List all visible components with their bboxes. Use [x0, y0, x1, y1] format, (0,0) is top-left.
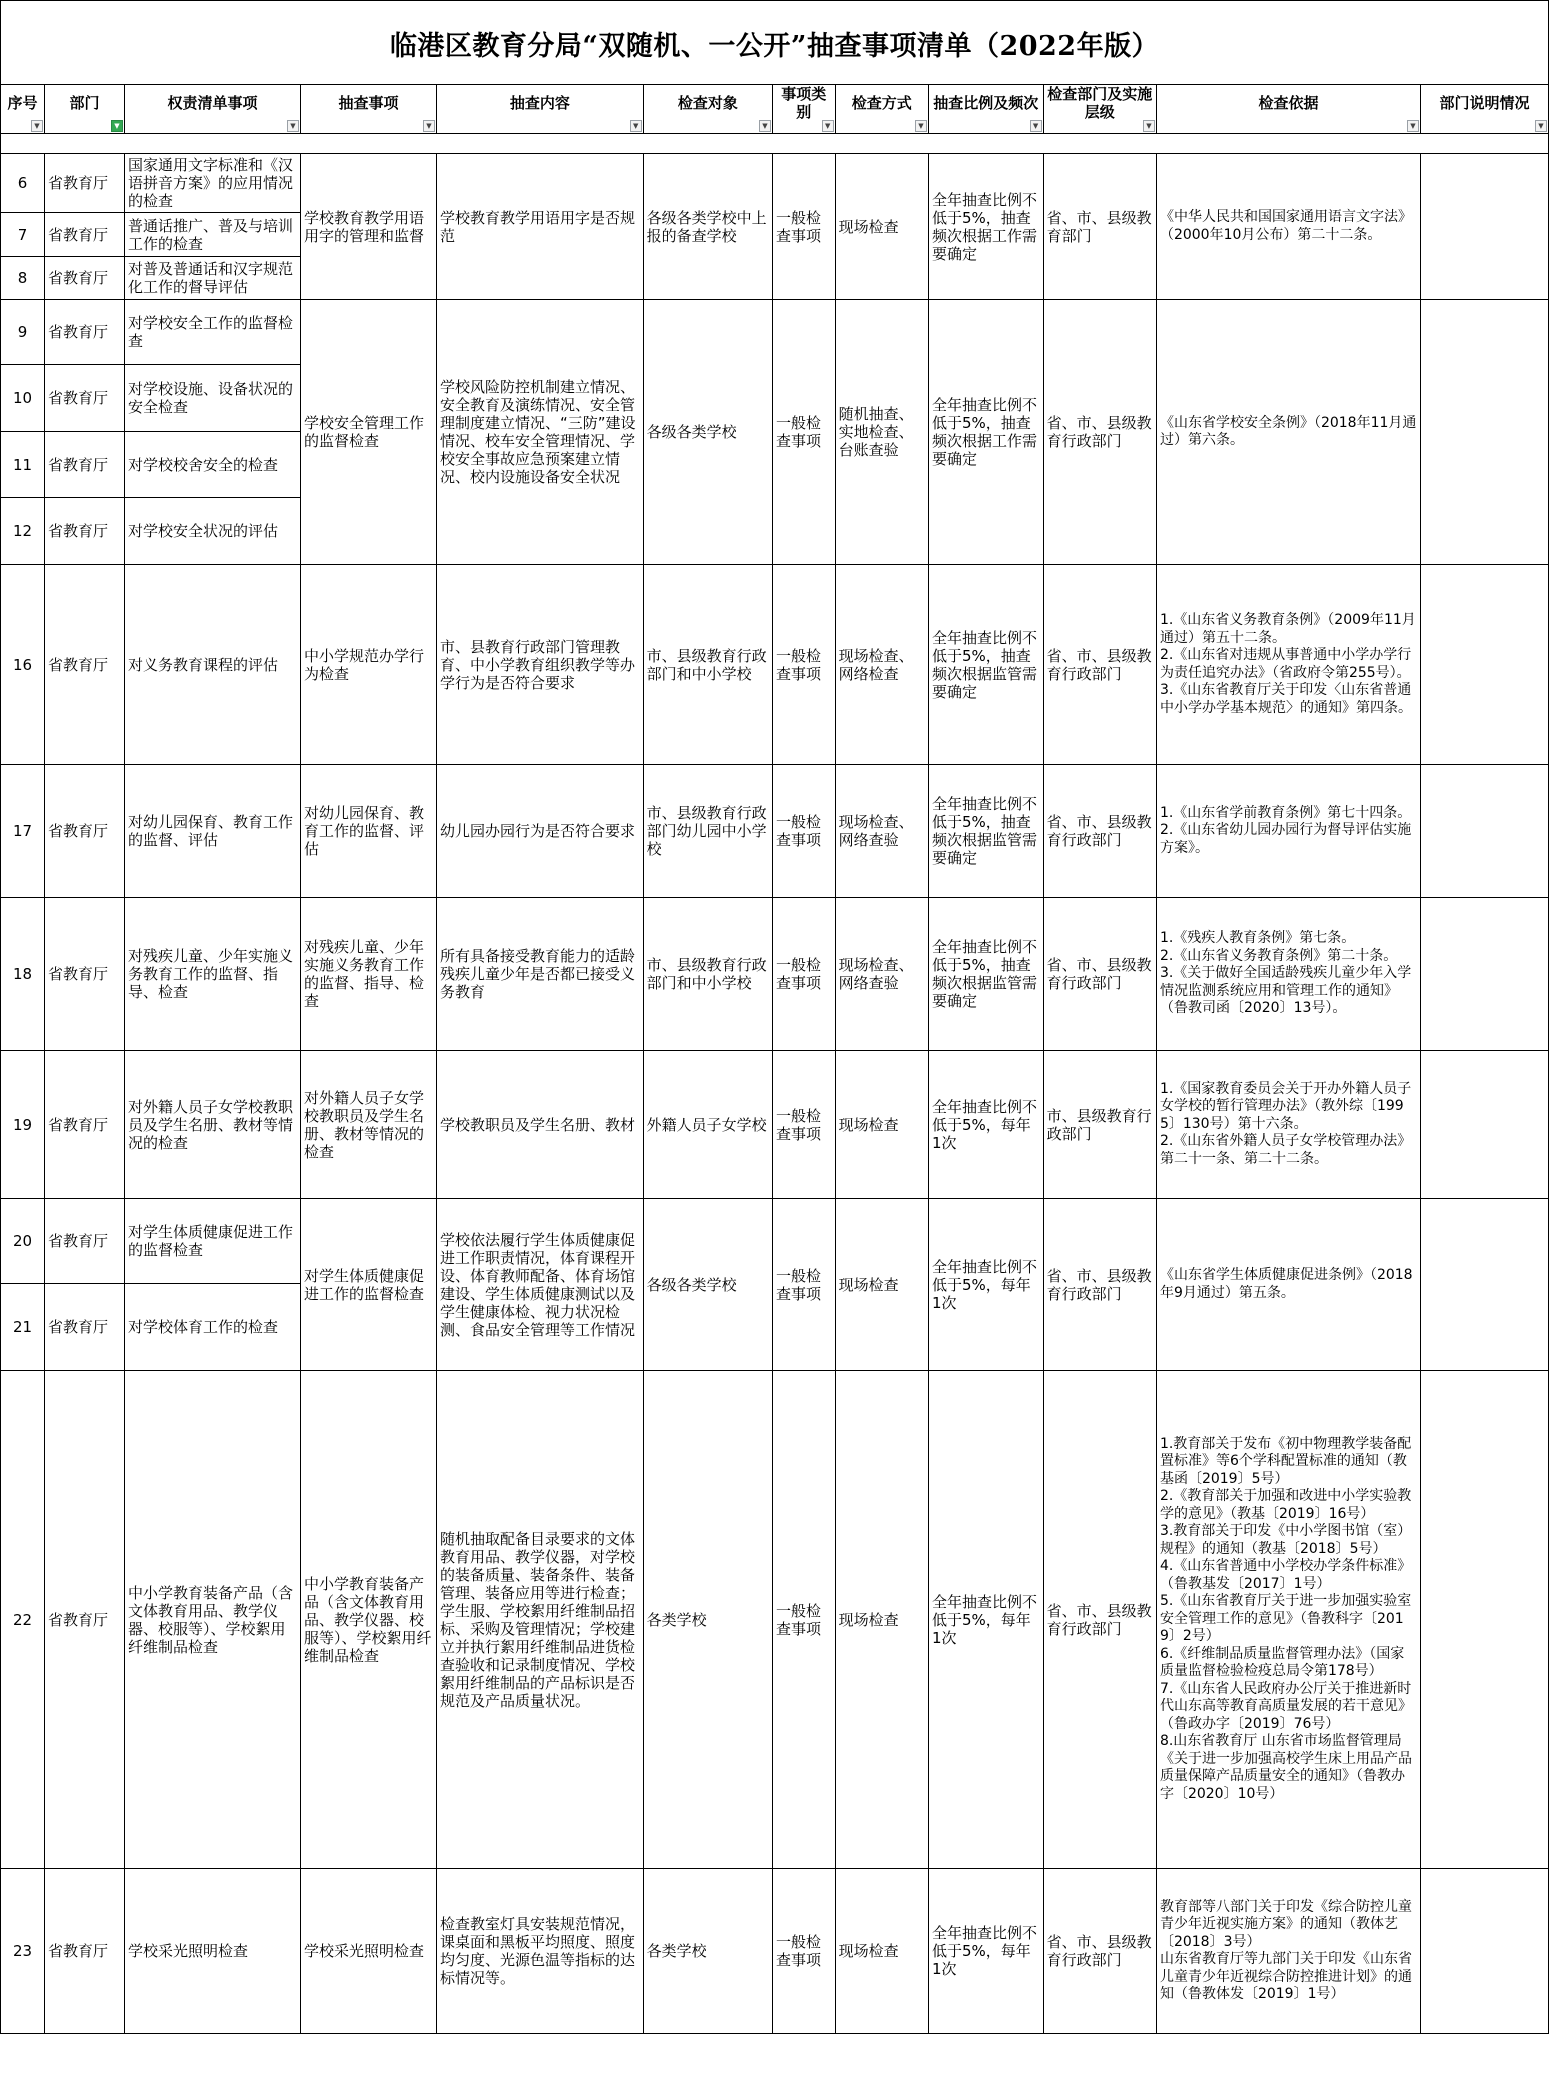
- cell-target[interactable]: 各类学校: [643, 1371, 772, 1869]
- cell-item[interactable]: 学校安全管理工作的监督检查: [301, 300, 437, 565]
- cell-duty[interactable]: 对幼儿园保育、教育工作的监督、评估: [125, 765, 301, 898]
- cell-ratio[interactable]: 全年抽查比例不低于5%，抽查频次根据工作需要确定: [928, 154, 1043, 300]
- cell-org[interactable]: 省、市、县级教育行政部门: [1043, 898, 1156, 1051]
- cell-target[interactable]: 各类学校: [643, 1869, 772, 2034]
- header-row-continued: [1, 134, 1549, 154]
- header-duty[interactable]: 权责清单事项 ▼: [125, 85, 301, 134]
- cell-seq[interactable]: 12: [1, 498, 45, 565]
- table-row[interactable]: [1, 898, 1549, 1051]
- cell-dept[interactable]: 省教育厅: [45, 1869, 125, 2034]
- basis-line: 2.《教育部关于加强和改进中小学实验教学的意见》（教基〔2019〕16号）: [1159, 1488, 1412, 1522]
- dropdown-arrow-icon[interactable]: ▼: [630, 120, 642, 132]
- basis-line: 2.《山东省幼儿园办园行为督导评估实施方案》。: [1159, 822, 1412, 856]
- cell-dept[interactable]: 省教育厅: [45, 213, 125, 257]
- cell-item[interactable]: 对学生体质健康促进工作的监督检查: [301, 1199, 437, 1371]
- table-row[interactable]: [1, 1371, 1549, 1869]
- basis-line: 山东省教育厅等九部门关于印发《山东省儿童青少年近视综合防控推进计划》的通知（鲁教体发〔2019〕1号）: [1159, 1951, 1412, 2002]
- sheet-title-row: [0, 0, 1549, 85]
- cell-basis[interactable]: [1156, 1051, 1420, 1199]
- cell-duty[interactable]: 对义务教育课程的评估: [125, 565, 301, 765]
- cell-basis[interactable]: [1156, 1869, 1420, 2034]
- cell-duty[interactable]: 中小学教育装备产品（含文体教育用品、教学仪器、校服等）、学校絮用纤维制品检查: [125, 1371, 301, 1869]
- cell-note[interactable]: [1420, 565, 1548, 765]
- cell-ratio[interactable]: 全年抽查比例不低于5%，每年1次: [928, 1371, 1043, 1869]
- header-item[interactable]: 抽查事项 ▼: [301, 85, 437, 134]
- cell-dept[interactable]: 省教育厅: [45, 498, 125, 565]
- basis-line: 8.山东省教育厅 山东省市场监督管理局《关于进一步加强高校学生床上用品产品质量保障产品质量安全的通知》（鲁教办字〔2020〕10号）: [1159, 1733, 1412, 1802]
- cell-basis[interactable]: [1156, 1371, 1420, 1869]
- cell-content[interactable]: 检查教室灯具安装规范情况，课桌面和黑板平均照度、照度均匀度、光源色温等指标的达标情况等。: [437, 1869, 644, 2034]
- basis-line: 1.《残疾人教育条例》第七条。: [1159, 930, 1356, 947]
- cell-dept[interactable]: 省教育厅: [45, 898, 125, 1051]
- cell-seq[interactable]: 17: [1, 765, 45, 898]
- cell-content[interactable]: 所有具备接受教育能力的适龄残疾儿童少年是否都已接受义务教育: [437, 898, 644, 1051]
- cell-dept[interactable]: 省教育厅: [45, 1051, 125, 1199]
- basis-line: 3.《山东省教育厅关于印发〈山东省普通中小学办学基本规范〉的通知》第四条。: [1159, 682, 1412, 716]
- basis-line: 6.《纤维制品质量监督管理办法》（国家质量监督检验检疫总局令第178号）: [1159, 1645, 1405, 1680]
- cell-duty[interactable]: 对学校安全工作的监督检查: [125, 300, 301, 365]
- cell-ratio[interactable]: 全年抽查比例不低于5%，每年1次: [928, 1199, 1043, 1371]
- cell-type[interactable]: 一般检查事项: [772, 898, 835, 1051]
- cell-basis[interactable]: 《中华人民共和国国家通用语言文字法》（2000年10月公布）第二十二条。: [1156, 154, 1420, 300]
- basis-line: 5.《山东省教育厅关于进一步加强实验室安全管理工作的意见》（鲁教科字〔2019〕2号）: [1159, 1593, 1412, 1645]
- dropdown-arrow-icon[interactable]: ▼: [1143, 120, 1155, 132]
- cell-method[interactable]: 现场检查、网络查验: [835, 898, 928, 1051]
- cell-ratio[interactable]: 全年抽查比例不低于5%，抽查频次根据监管需要确定: [928, 765, 1043, 898]
- header-target[interactable]: 检查对象 ▼: [643, 85, 772, 134]
- table-row[interactable]: [1, 765, 1549, 898]
- cell-ratio[interactable]: 全年抽查比例不低于5%，每年1次: [928, 1051, 1043, 1199]
- dropdown-arrow-icon[interactable]: ▼: [1030, 120, 1042, 132]
- cell-seq[interactable]: 11: [1, 432, 45, 498]
- basis-line: 2.《山东省外籍人员子女学校管理办法》第二十一条、第二十二条。: [1159, 1133, 1412, 1167]
- header-method[interactable]: 检查方式 ▼: [835, 85, 928, 134]
- dropdown-arrow-icon[interactable]: ▼: [31, 120, 43, 132]
- cell-item[interactable]: 对外籍人员子女学校教职员及学生名册、教材等情况的检查: [301, 1051, 437, 1199]
- cell-content[interactable]: 学校教职员及学生名册、教材: [437, 1051, 644, 1199]
- cell-duty[interactable]: 对学校安全状况的评估: [125, 498, 301, 565]
- cell-duty[interactable]: 对学校设施、设备状况的安全检查: [125, 365, 301, 432]
- header-row: [1, 85, 1549, 134]
- dropdown-arrow-icon[interactable]: ▼: [1407, 120, 1419, 132]
- table-row[interactable]: [1, 1199, 1549, 1284]
- cell-note[interactable]: [1420, 300, 1548, 565]
- cell-seq[interactable]: 19: [1, 1051, 45, 1199]
- cell-item[interactable]: 学校教育教学用语用字的管理和监督: [301, 154, 437, 300]
- cell-note[interactable]: [1420, 1869, 1548, 2034]
- cell-target[interactable]: 各级各类学校: [643, 1199, 772, 1371]
- cell-seq[interactable]: 21: [1, 1284, 45, 1371]
- cell-seq[interactable]: 10: [1, 365, 45, 432]
- cell-dept[interactable]: 省教育厅: [45, 1371, 125, 1869]
- table-row[interactable]: [1, 300, 1549, 365]
- cell-org[interactable]: 省、市、县级教育行政部门: [1043, 1869, 1156, 2034]
- basis-line: 7.《山东省人民政府办公厅关于推进新时代山东高等教育高质量发展的若干意见》（鲁政办字〔2019〕76号）: [1159, 1680, 1412, 1732]
- cell-dept[interactable]: 省教育厅: [45, 154, 125, 213]
- inspection-table: [0, 84, 1549, 2034]
- cell-duty[interactable]: 国家通用文字标准和《汉语拼音方案》的应用情况的检查: [125, 154, 301, 213]
- cell-method[interactable]: 现场检查: [835, 1051, 928, 1199]
- cell-duty[interactable]: 对学生体质健康促进工作的监督检查: [125, 1199, 301, 1284]
- basis-line: 1.《山东省学前教育条例》第七十四条。: [1159, 804, 1412, 821]
- dropdown-arrow-icon[interactable]: ▼: [287, 120, 299, 132]
- header-dept[interactable]: 部门 ▼: [45, 85, 125, 134]
- table-row[interactable]: [1, 1051, 1549, 1199]
- dropdown-arrow-icon[interactable]: ▼: [822, 120, 834, 132]
- cell-dept[interactable]: 省教育厅: [45, 1284, 125, 1371]
- cell-seq[interactable]: 9: [1, 300, 45, 365]
- cell-seq[interactable]: 23: [1, 1869, 45, 2034]
- header-type[interactable]: 事项类别 ▼: [772, 85, 835, 134]
- cell-dept[interactable]: 省教育厅: [45, 432, 125, 498]
- page-title: 临港区教育分局“双随机、一公开”抽查事项清单（2022年版）: [389, 30, 1160, 62]
- cell-note[interactable]: [1420, 1199, 1548, 1371]
- basis-line: 2.《山东省对违规从事普通中小学办学行为责任追究办法》（省政府令第255号）。: [1159, 647, 1412, 681]
- cell-seq[interactable]: 18: [1, 898, 45, 1051]
- cell-target[interactable]: 外籍人员子女学校: [643, 1051, 772, 1199]
- cell-dept[interactable]: 省教育厅: [45, 565, 125, 765]
- cell-duty[interactable]: 对外籍人员子女学校教职员及学生名册、教材等情况的检查: [125, 1051, 301, 1199]
- cell-org[interactable]: 省、市、县级教育行政部门: [1043, 565, 1156, 765]
- table-row[interactable]: [1, 154, 1549, 213]
- basis-line: 3.教育部关于印发《中小学图书馆（室）规程》的通知（教基〔2018〕5号）: [1159, 1523, 1412, 1557]
- cell-note[interactable]: [1420, 154, 1548, 300]
- cell-note[interactable]: [1420, 1051, 1548, 1199]
- cell-content[interactable]: 市、县教育行政部门管理教育、中小学教育组织教学等办学行为是否符合要求: [437, 565, 644, 765]
- header-spacer: [1, 134, 1549, 154]
- basis-line: 3.《关于做好全国适龄残疾儿童少年入学情况监测系统应用和管理工作的通知》（鲁教司函〔2020〕13号）。: [1159, 965, 1412, 1017]
- cell-method[interactable]: 现场检查、网络查验: [835, 765, 928, 898]
- header-basis[interactable]: 检查依据 ▼: [1156, 85, 1420, 134]
- basis-line: 1.《国家教育委员会关于开办外籍人员子女学校的暂行管理办法》（教外综〔1995〕130号）第十六条。: [1159, 1080, 1412, 1132]
- cell-type[interactable]: 一般检查事项: [772, 300, 835, 565]
- cell-basis[interactable]: [1156, 765, 1420, 898]
- cell-item[interactable]: 中小学教育装备产品（含文体教育用品、教学仪器、校服等）、学校絮用纤维制品检查: [301, 1371, 437, 1869]
- cell-org[interactable]: 市、县级教育行政部门: [1043, 1051, 1156, 1199]
- cell-note[interactable]: [1420, 1371, 1548, 1869]
- cell-target[interactable]: 各级各类学校中上报的备查学校: [643, 154, 772, 300]
- cell-method[interactable]: 现场检查: [835, 1199, 928, 1371]
- basis-line: 1.教育部关于发布《初中物理教学装备配置标准》等6个学科配置标准的通知（教基函〔2019〕5号）: [1159, 1435, 1412, 1487]
- cell-basis[interactable]: 《山东省学生体质健康促进条例》（2018年9月通过）第五条。: [1156, 1199, 1420, 1371]
- cell-dept[interactable]: 省教育厅: [45, 300, 125, 365]
- dropdown-arrow-icon[interactable]: ▼: [1535, 120, 1547, 132]
- cell-content[interactable]: 幼儿园办园行为是否符合要求: [437, 765, 644, 898]
- cell-type[interactable]: 一般检查事项: [772, 1051, 835, 1199]
- table-row[interactable]: [1, 565, 1549, 765]
- cell-dept[interactable]: 省教育厅: [45, 765, 125, 898]
- cell-ratio[interactable]: 全年抽查比例不低于5%，抽查频次根据监管需要确定: [928, 565, 1043, 765]
- cell-duty[interactable]: 对学校校舍安全的检查: [125, 432, 301, 498]
- cell-org[interactable]: 省、市、县级教育行政部门: [1043, 765, 1156, 898]
- header-org[interactable]: 检查部门及实施层级 ▼: [1043, 85, 1156, 134]
- cell-dept[interactable]: 省教育厅: [45, 257, 125, 300]
- cell-method[interactable]: 现场检查: [835, 154, 928, 300]
- cell-content[interactable]: 学校风险防控机制建立情况、安全教育及演练情况、安全管理制度建立情况、“三防”建设情况、校车安全管理情况、学校安全事故应急预案建立情况、校内设施设备安全状况: [437, 300, 644, 565]
- cell-method[interactable]: 随机抽查、实地检查、台账查验: [835, 300, 928, 565]
- cell-content[interactable]: 学校教育教学用语用字是否规范: [437, 154, 644, 300]
- dropdown-arrow-icon[interactable]: ▼: [759, 120, 771, 132]
- basis-line: 4.《山东省普通中小学校办学条件标准》（鲁教基发〔2017〕1号）: [1159, 1558, 1412, 1592]
- cell-seq[interactable]: 7: [1, 213, 45, 257]
- header-note[interactable]: 部门说明情况 ▼: [1420, 85, 1548, 134]
- cell-target[interactable]: 市、县级教育行政部门幼儿园中小学校: [643, 765, 772, 898]
- cell-basis[interactable]: 《山东省学校安全条例》（2018年11月通过）第六条。: [1156, 300, 1420, 565]
- cell-basis[interactable]: [1156, 898, 1420, 1051]
- cell-dept[interactable]: 省教育厅: [45, 365, 125, 432]
- cell-duty[interactable]: 对普及普通话和汉字规范化工作的督导评估: [125, 257, 301, 300]
- filter-active-icon[interactable]: ▼: [111, 120, 123, 132]
- basis-line: 教育部等八部门关于印发《综合防控儿童青少年近视实施方案》的通知（教体艺〔2018〕3号）: [1159, 1898, 1412, 1950]
- cell-duty[interactable]: 对残疾儿童、少年实施义务教育工作的监督、指导、检查: [125, 898, 301, 1051]
- cell-seq[interactable]: 6: [1, 154, 45, 213]
- cell-seq[interactable]: 16: [1, 565, 45, 765]
- cell-type[interactable]: 一般检查事项: [772, 154, 835, 300]
- cell-duty[interactable]: 普通话推广、普及与培训工作的检查: [125, 213, 301, 257]
- basis-line: 1.《山东省义务教育条例》（2009年11月通过）第五十二条。: [1159, 612, 1416, 646]
- cell-dept[interactable]: 省教育厅: [45, 1199, 125, 1284]
- header-content[interactable]: 抽查内容 ▼: [437, 85, 644, 134]
- cell-content[interactable]: 随机抽取配备目录要求的文体教育用品、教学仪器，对学校的装备质量、装备条件、装备管理、装备应用等进行检查；学生服、学校絮用纤维制品招标、采购及管理情况；学校建立并执行絮用纤维制品进货检查验收和记录制度情况、学校絮用纤维制品的产品标识是否规范及产品质量状况。: [437, 1371, 644, 1869]
- cell-seq[interactable]: 22: [1, 1371, 45, 1869]
- cell-method[interactable]: 现场检查、网络检查: [835, 565, 928, 765]
- cell-target[interactable]: 各级各类学校: [643, 300, 772, 565]
- cell-duty[interactable]: 学校采光照明检查: [125, 1869, 301, 2034]
- cell-type[interactable]: 一般检查事项: [772, 1371, 835, 1869]
- cell-ratio[interactable]: 全年抽查比例不低于5%，抽查频次根据监管需要确定: [928, 898, 1043, 1051]
- cell-note[interactable]: [1420, 765, 1548, 898]
- cell-item[interactable]: 对残疾儿童、少年实施义务教育工作的监督、指导、检查: [301, 898, 437, 1051]
- basis-line: 2.《山东省义务教育条例》第二十条。: [1159, 947, 1398, 964]
- cell-ratio[interactable]: 全年抽查比例不低于5%，每年1次: [928, 1869, 1043, 2034]
- cell-seq[interactable]: 8: [1, 257, 45, 300]
- cell-type[interactable]: 一般检查事项: [772, 1869, 835, 2034]
- cell-item[interactable]: 学校采光照明检查: [301, 1869, 437, 2034]
- cell-type[interactable]: 一般检查事项: [772, 765, 835, 898]
- cell-type[interactable]: 一般检查事项: [772, 565, 835, 765]
- table-row[interactable]: [1, 1869, 1549, 2034]
- cell-org[interactable]: 省、市、县级教育部门: [1043, 154, 1156, 300]
- cell-method[interactable]: 现场检查: [835, 1371, 928, 1869]
- cell-org[interactable]: 省、市、县级教育行政部门: [1043, 300, 1156, 565]
- cell-note[interactable]: [1420, 898, 1548, 1051]
- dropdown-arrow-icon[interactable]: ▼: [423, 120, 435, 132]
- cell-type[interactable]: 一般检查事项: [772, 1199, 835, 1371]
- header-seq[interactable]: 序号 ▼: [1, 85, 45, 134]
- dropdown-arrow-icon[interactable]: ▼: [915, 120, 927, 132]
- cell-basis[interactable]: [1156, 565, 1420, 765]
- cell-target[interactable]: 市、县级教育行政部门和中小学校: [643, 565, 772, 765]
- cell-target[interactable]: 市、县级教育行政部门和中小学校: [643, 898, 772, 1051]
- cell-seq[interactable]: 20: [1, 1199, 45, 1284]
- header-ratio[interactable]: 抽查比例及频次 ▼: [928, 85, 1043, 134]
- cell-item[interactable]: 对幼儿园保育、教育工作的监督、评估: [301, 765, 437, 898]
- cell-org[interactable]: 省、市、县级教育行政部门: [1043, 1199, 1156, 1371]
- cell-content[interactable]: 学校依法履行学生体质健康促进工作职责情况，体育课程开设、体育教师配备、体育场馆建设、学生体质健康测试以及学生健康体检、视力状况检测、食品安全管理等工作情况: [437, 1199, 644, 1371]
- cell-item[interactable]: 中小学规范办学行为检查: [301, 565, 437, 765]
- cell-method[interactable]: 现场检查: [835, 1869, 928, 2034]
- cell-ratio[interactable]: 全年抽查比例不低于5%，抽查频次根据工作需要确定: [928, 300, 1043, 565]
- cell-org[interactable]: 省、市、县级教育行政部门: [1043, 1371, 1156, 1869]
- cell-duty[interactable]: 对学校体育工作的检查: [125, 1284, 301, 1371]
